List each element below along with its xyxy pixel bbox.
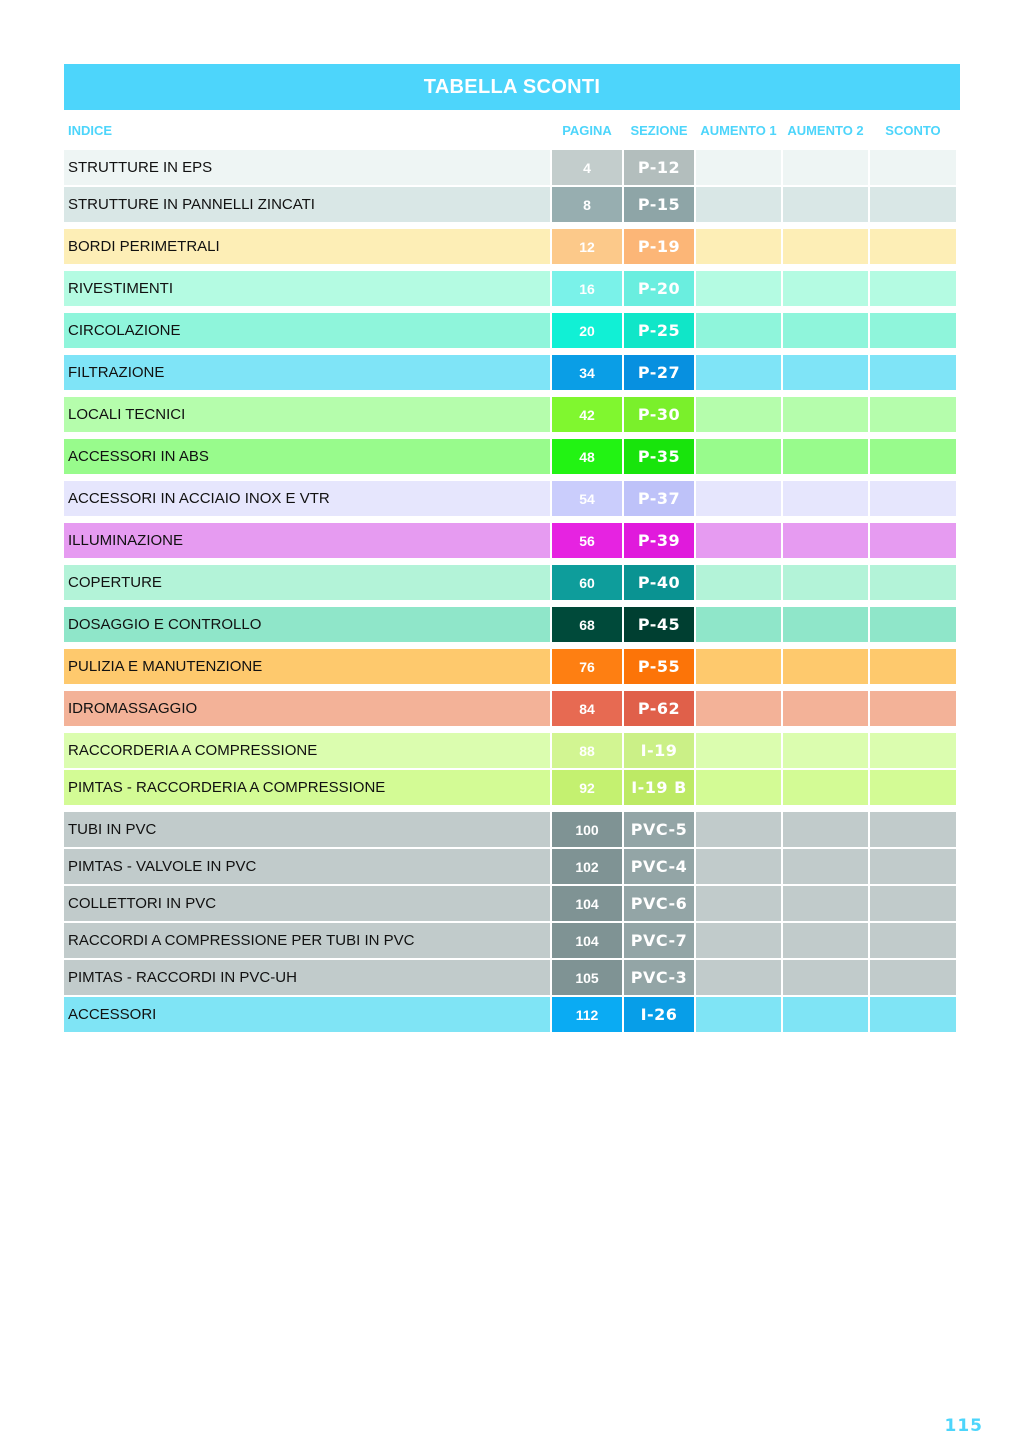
cell-sezione: P-37 — [624, 481, 694, 516]
cell-sconto[interactable] — [870, 812, 956, 847]
table-row — [64, 150, 960, 185]
cell-indice: CIRCOLAZIONE — [64, 313, 550, 348]
cell-pagina: 12 — [552, 229, 622, 264]
cell-sezione: PVC-7 — [624, 923, 694, 958]
cell-indice: RACCORDI A COMPRESSIONE PER TUBI IN PVC — [64, 923, 550, 958]
cell-sezione: PVC-6 — [624, 886, 694, 921]
cell-pagina: 84 — [552, 691, 622, 726]
table-row — [64, 849, 960, 884]
cell-sezione: PVC-3 — [624, 960, 694, 995]
cell-sezione: P-39 — [624, 523, 694, 558]
cell-indice: STRUTTURE IN EPS — [64, 150, 550, 185]
cell-aumento-2[interactable] — [783, 770, 868, 805]
cell-aumento-1[interactable] — [696, 439, 781, 474]
cell-aumento-2[interactable] — [783, 271, 868, 306]
cell-aumento-2[interactable] — [783, 886, 868, 921]
cell-sconto[interactable] — [870, 523, 956, 558]
table-row — [64, 812, 960, 847]
cell-pagina: 16 — [552, 271, 622, 306]
cell-sezione: P-12 — [624, 150, 694, 185]
cell-pagina: 4 — [552, 150, 622, 185]
cell-indice: STRUTTURE IN PANNELLI ZINCATI — [64, 187, 550, 222]
cell-pagina: 54 — [552, 481, 622, 516]
cell-pagina: 104 — [552, 886, 622, 921]
cell-pagina: 34 — [552, 355, 622, 390]
cell-pagina: 42 — [552, 397, 622, 432]
cell-sezione: PVC-5 — [624, 812, 694, 847]
table-row — [64, 923, 960, 958]
cell-sconto[interactable] — [870, 313, 956, 348]
cell-sconto[interactable] — [870, 923, 956, 958]
cell-sezione: I-26 — [624, 997, 694, 1032]
cell-sezione: P-27 — [624, 355, 694, 390]
cell-aumento-1[interactable] — [696, 355, 781, 390]
cell-pagina: 68 — [552, 607, 622, 642]
cell-pagina: 8 — [552, 187, 622, 222]
cell-indice: PIMTAS - VALVOLE IN PVC — [64, 849, 550, 884]
cell-indice: PULIZIA E MANUTENZIONE — [64, 649, 550, 684]
cell-pagina: 48 — [552, 439, 622, 474]
table-row — [64, 733, 960, 768]
page-number: 115 — [944, 1416, 983, 1436]
header-indice: INDICE — [68, 122, 113, 138]
cell-indice: ACCESSORI — [64, 997, 550, 1032]
cell-aumento-1[interactable] — [696, 607, 781, 642]
cell-indice: IDROMASSAGGIO — [64, 691, 550, 726]
cell-sezione: P-20 — [624, 271, 694, 306]
cell-aumento-2[interactable] — [783, 849, 868, 884]
cell-indice: FILTRAZIONE — [64, 355, 550, 390]
cell-aumento-1[interactable] — [696, 849, 781, 884]
table-row — [64, 271, 960, 306]
cell-sconto[interactable] — [870, 355, 956, 390]
cell-aumento-2[interactable] — [783, 187, 868, 222]
cell-aumento-2[interactable] — [783, 523, 868, 558]
table-row — [64, 607, 960, 642]
table-row — [64, 397, 960, 432]
cell-aumento-2[interactable] — [783, 691, 868, 726]
table-row — [64, 997, 960, 1032]
cell-sezione: P-55 — [624, 649, 694, 684]
cell-sezione: I-19 — [624, 733, 694, 768]
cell-aumento-2[interactable] — [783, 229, 868, 264]
cell-sconto[interactable] — [870, 271, 956, 306]
cell-sconto[interactable] — [870, 397, 956, 432]
table-row — [64, 770, 960, 805]
cell-sconto[interactable] — [870, 187, 956, 222]
cell-sconto[interactable] — [870, 150, 956, 185]
cell-aumento-2[interactable] — [783, 313, 868, 348]
table-row — [64, 313, 960, 348]
cell-indice: COPERTURE — [64, 565, 550, 600]
cell-indice: PIMTAS - RACCORDI IN PVC-UH — [64, 960, 550, 995]
cell-indice: TUBI IN PVC — [64, 812, 550, 847]
cell-pagina: 105 — [552, 960, 622, 995]
cell-pagina: 92 — [552, 770, 622, 805]
cell-sezione: P-30 — [624, 397, 694, 432]
cell-sconto[interactable] — [870, 886, 956, 921]
cell-sezione: P-15 — [624, 187, 694, 222]
cell-pagina: 88 — [552, 733, 622, 768]
cell-pagina: 102 — [552, 849, 622, 884]
cell-indice: COLLETTORI IN PVC — [64, 886, 550, 921]
cell-sconto[interactable] — [870, 770, 956, 805]
cell-sconto[interactable] — [870, 439, 956, 474]
cell-aumento-1[interactable] — [696, 733, 781, 768]
cell-aumento-1[interactable] — [696, 481, 781, 516]
cell-pagina: 56 — [552, 523, 622, 558]
cell-indice: ACCESSORI IN ABS — [64, 439, 550, 474]
cell-aumento-1[interactable] — [696, 397, 781, 432]
cell-sconto[interactable] — [870, 649, 956, 684]
cell-aumento-1[interactable] — [696, 523, 781, 558]
header-row — [64, 110, 960, 150]
cell-indice: DOSAGGIO E CONTROLLO — [64, 607, 550, 642]
cell-aumento-2[interactable] — [783, 812, 868, 847]
table-row — [64, 960, 960, 995]
header-aumento-2: AUMENTO 2 — [781, 112, 868, 148]
cell-indice: RACCORDERIA A COMPRESSIONE — [64, 733, 550, 768]
cell-aumento-2[interactable] — [783, 997, 868, 1032]
header-pagina: PAGINA — [550, 112, 622, 148]
cell-sezione: P-35 — [624, 439, 694, 474]
cell-sezione: P-62 — [624, 691, 694, 726]
header-aumento-1: AUMENTO 1 — [694, 112, 781, 148]
cell-aumento-1[interactable] — [696, 886, 781, 921]
cell-sezione: I-19 B — [624, 770, 694, 805]
cell-indice: ILLUMINAZIONE — [64, 523, 550, 558]
table-body — [64, 150, 960, 1032]
cell-indice: ACCESSORI IN ACCIAIO INOX E VTR — [64, 481, 550, 516]
cell-aumento-1[interactable] — [696, 187, 781, 222]
cell-sconto[interactable] — [870, 607, 956, 642]
cell-aumento-2[interactable] — [783, 607, 868, 642]
cell-sezione: P-25 — [624, 313, 694, 348]
cell-indice: LOCALI TECNICI — [64, 397, 550, 432]
cell-aumento-2[interactable] — [783, 923, 868, 958]
table-row — [64, 481, 960, 516]
cell-aumento-2[interactable] — [783, 397, 868, 432]
cell-aumento-2[interactable] — [783, 355, 868, 390]
cell-aumento-1[interactable] — [696, 923, 781, 958]
cell-sezione: P-19 — [624, 229, 694, 264]
header-sezione: SEZIONE — [622, 112, 694, 148]
cell-aumento-1[interactable] — [696, 565, 781, 600]
cell-sconto[interactable] — [870, 733, 956, 768]
cell-sezione: PVC-4 — [624, 849, 694, 884]
table-row — [64, 355, 960, 390]
cell-aumento-1[interactable] — [696, 812, 781, 847]
cell-aumento-2[interactable] — [783, 150, 868, 185]
cell-sconto[interactable] — [870, 997, 956, 1032]
cell-pagina: 100 — [552, 812, 622, 847]
cell-indice: PIMTAS - RACCORDERIA A COMPRESSIONE — [64, 770, 550, 805]
cell-aumento-2[interactable] — [783, 565, 868, 600]
cell-aumento-1[interactable] — [696, 313, 781, 348]
table-row — [64, 229, 960, 264]
table-title: TABELLA SCONTI — [64, 64, 960, 110]
cell-aumento-2[interactable] — [783, 733, 868, 768]
cell-aumento-1[interactable] — [696, 960, 781, 995]
cell-pagina: 60 — [552, 565, 622, 600]
table-row — [64, 523, 960, 558]
cell-sconto[interactable] — [870, 229, 956, 264]
cell-indice: BORDI PERIMETRALI — [64, 229, 550, 264]
table-row — [64, 439, 960, 474]
cell-aumento-1[interactable] — [696, 271, 781, 306]
cell-sconto[interactable] — [870, 849, 956, 884]
cell-pagina: 112 — [552, 997, 622, 1032]
table-row — [64, 649, 960, 684]
cell-sezione: P-45 — [624, 607, 694, 642]
cell-aumento-2[interactable] — [783, 481, 868, 516]
cell-sezione: P-40 — [624, 565, 694, 600]
table-row — [64, 565, 960, 600]
cell-aumento-2[interactable] — [783, 649, 868, 684]
cell-sconto[interactable] — [870, 960, 956, 995]
table-row — [64, 886, 960, 921]
cell-pagina: 20 — [552, 313, 622, 348]
cell-aumento-1[interactable] — [696, 649, 781, 684]
cell-pagina: 104 — [552, 923, 622, 958]
cell-sconto[interactable] — [870, 565, 956, 600]
cell-aumento-1[interactable] — [696, 770, 781, 805]
table-row — [64, 691, 960, 726]
cell-aumento-1[interactable] — [696, 997, 781, 1032]
cell-aumento-1[interactable] — [696, 150, 781, 185]
cell-sconto[interactable] — [870, 691, 956, 726]
discount-table — [64, 64, 960, 1032]
cell-indice: RIVESTIMENTI — [64, 271, 550, 306]
cell-aumento-2[interactable] — [783, 960, 868, 995]
cell-aumento-1[interactable] — [696, 229, 781, 264]
cell-pagina: 76 — [552, 649, 622, 684]
cell-aumento-1[interactable] — [696, 691, 781, 726]
header-sconto: SCONTO — [868, 112, 956, 148]
table-row — [64, 187, 960, 222]
cell-aumento-2[interactable] — [783, 439, 868, 474]
cell-sconto[interactable] — [870, 481, 956, 516]
